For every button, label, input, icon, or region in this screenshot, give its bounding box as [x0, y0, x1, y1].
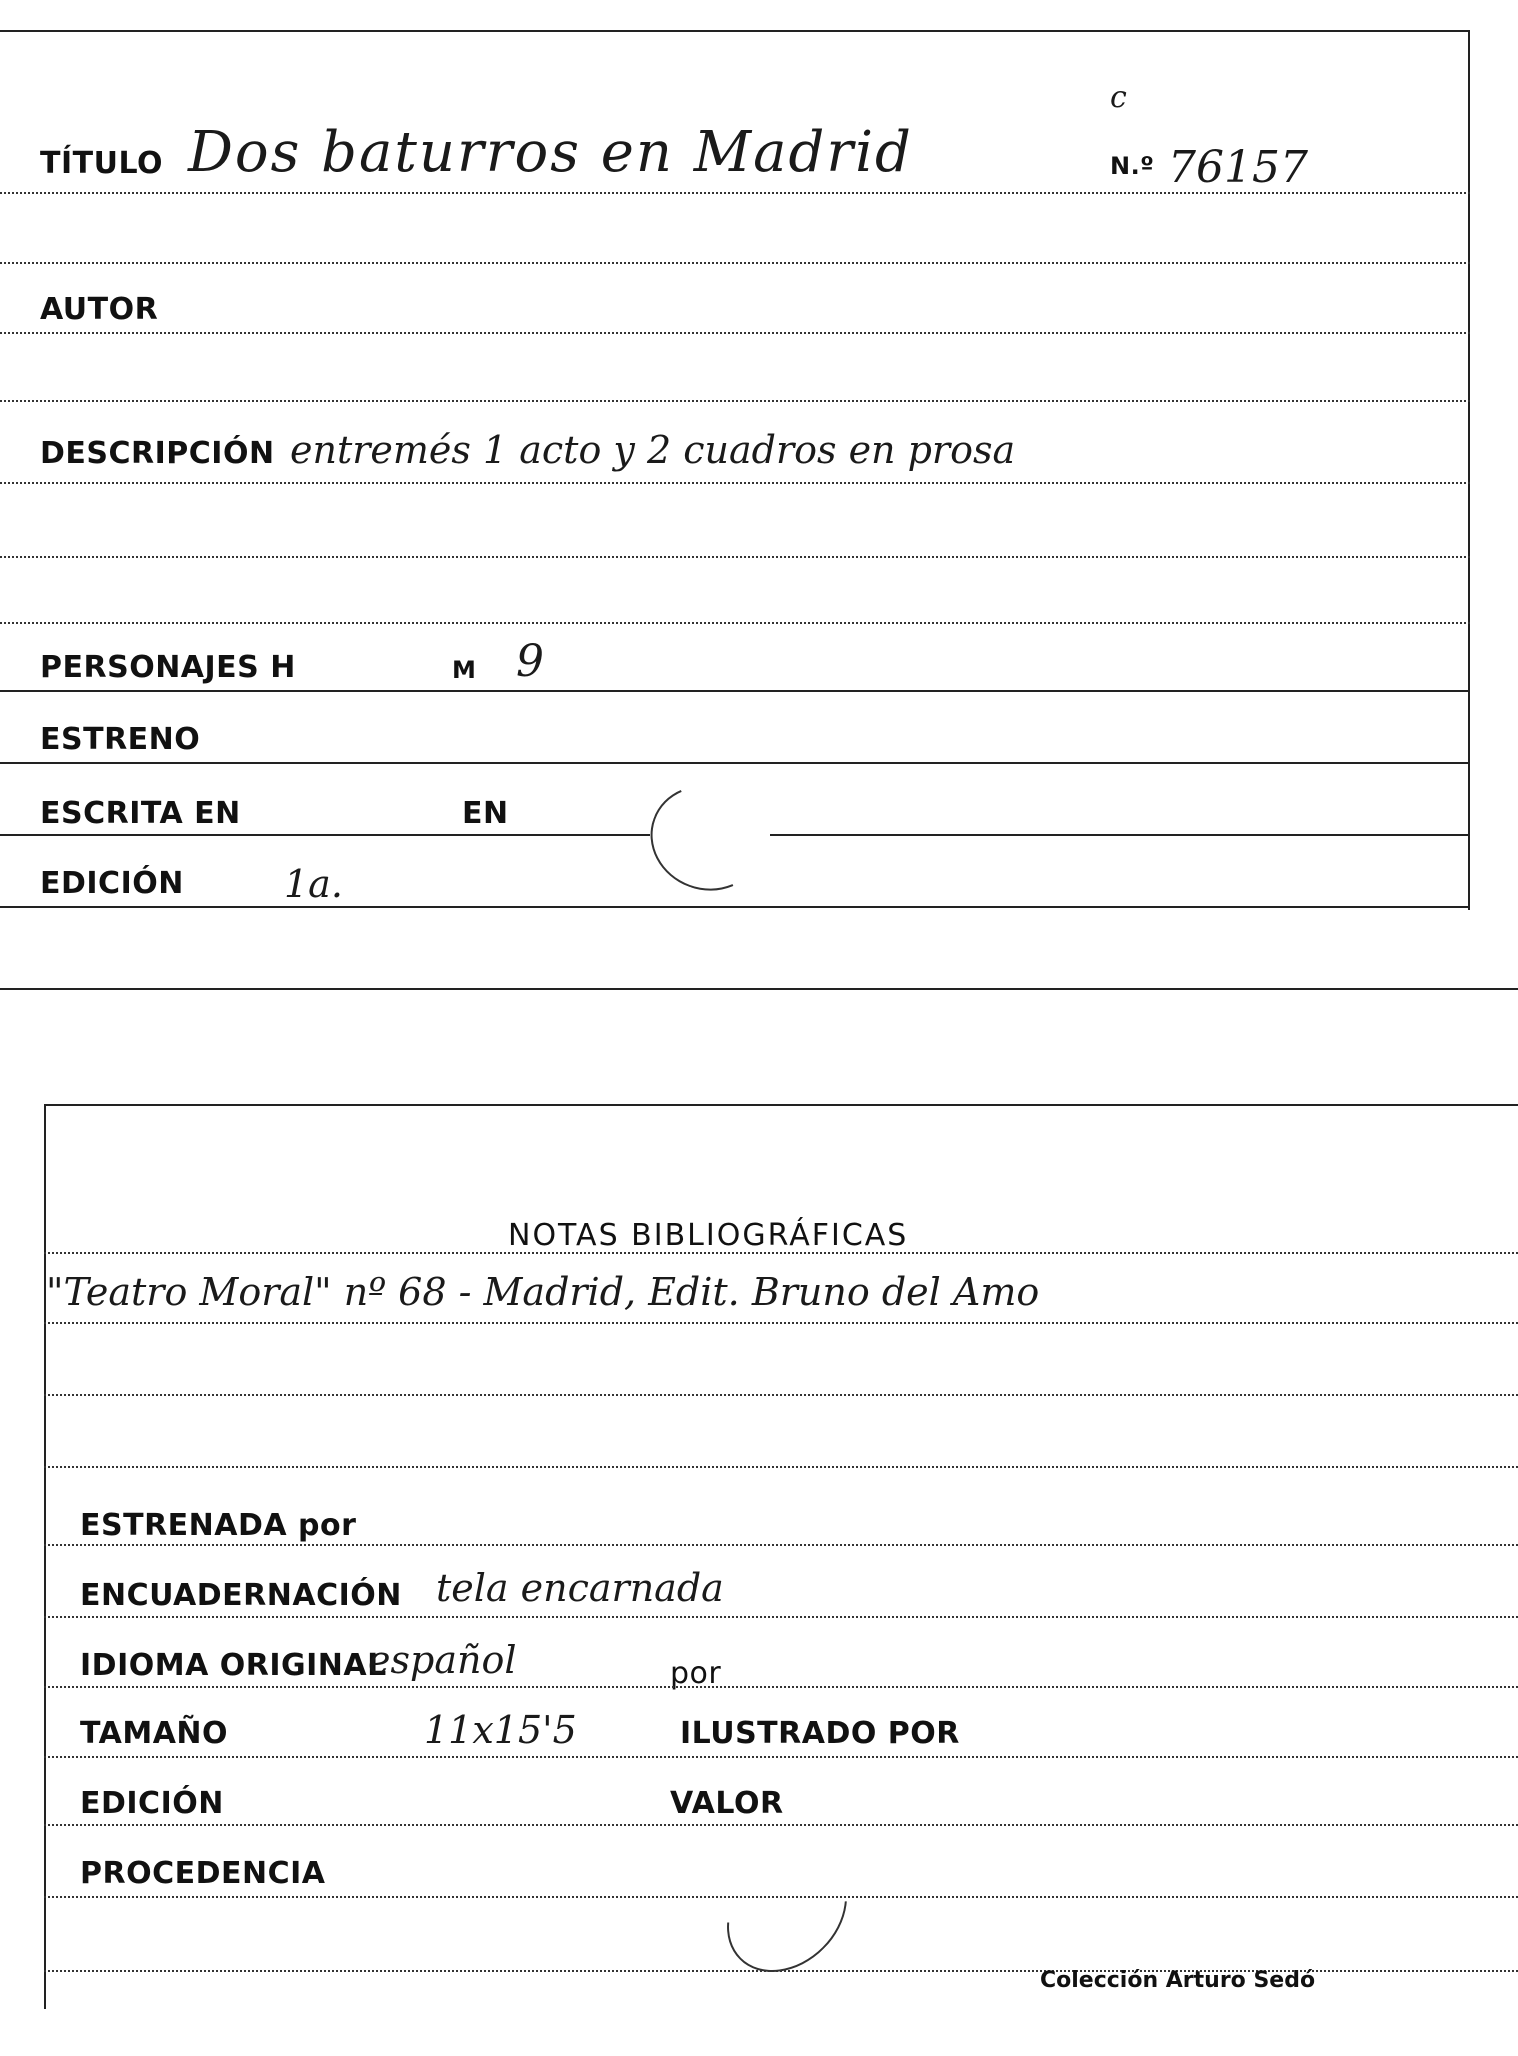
line — [770, 834, 1470, 836]
line — [0, 400, 1470, 402]
titulo-value: Dos baturros en Madrid — [188, 120, 913, 185]
line — [0, 556, 1470, 558]
line — [0, 834, 650, 836]
notas-title: NOTAS BIBLIOGRÁFICAS — [508, 1218, 909, 1253]
titulo-label: TÍTULO — [40, 146, 163, 181]
line — [0, 482, 1470, 484]
line — [0, 690, 1470, 692]
edicion-value: 1a. — [284, 862, 343, 906]
numero-label: N.º — [1110, 152, 1155, 180]
numero-mark: c — [1110, 80, 1127, 115]
personajes-m-value: 9 — [516, 636, 544, 687]
edicion-label-bottom: EDICIÓN — [80, 1786, 224, 1821]
line — [0, 622, 1470, 624]
autor-label: AUTOR — [40, 292, 159, 327]
line — [44, 1322, 1518, 1324]
line — [44, 1756, 1518, 1758]
line — [0, 762, 1470, 764]
escrita-en-label: EN — [462, 796, 509, 831]
personajes-label: PERSONAJES H — [40, 650, 296, 685]
card-frame-top — [0, 30, 1470, 32]
valor-label: VALOR — [670, 1786, 784, 1821]
escrita-label: ESCRITA EN — [40, 796, 241, 831]
punch-hole — [636, 770, 779, 907]
line — [44, 1394, 1518, 1396]
tamano-label: TAMAÑO — [80, 1716, 229, 1751]
descripcion-label: DESCRIPCIÓN — [40, 436, 275, 471]
tamano-value: 11x15'5 — [424, 1708, 577, 1752]
line — [44, 1252, 1518, 1254]
card-frame-left — [44, 1104, 46, 2009]
line — [0, 192, 1470, 194]
line — [44, 1686, 1518, 1688]
line — [0, 262, 1470, 264]
collection-footer: Colección Arturo Sedó — [1040, 1968, 1316, 1993]
idioma-por-label: por — [670, 1656, 722, 1691]
line — [44, 1824, 1518, 1826]
ilustrado-label: ILUSTRADO POR — [680, 1716, 960, 1751]
line — [44, 1466, 1518, 1468]
idioma-label: IDIOMA ORIGINAL — [80, 1648, 387, 1683]
descripcion-value: entremés 1 acto y 2 cuadros en prosa — [290, 428, 1016, 472]
bottom-catalog-card — [0, 1070, 1518, 2056]
line — [0, 906, 1470, 908]
estrenada-label: ESTRENADA por — [80, 1508, 357, 1543]
line — [0, 332, 1470, 334]
estreno-label: ESTRENO — [40, 722, 201, 757]
notas-text: "Teatro Moral" nº 68 - Madrid, Edit. Bruno del Amo — [46, 1270, 1040, 1314]
line — [44, 1616, 1518, 1618]
personajes-m-label: M — [452, 656, 477, 684]
encuadernacion-value: tela encarnada — [436, 1566, 724, 1610]
idioma-value: español — [368, 1638, 517, 1682]
encuadernacion-label: ENCUADERNACIÓN — [80, 1578, 402, 1613]
card-separator — [0, 988, 1518, 990]
numero-value: 76157 — [1168, 142, 1308, 193]
line — [44, 1544, 1518, 1546]
top-catalog-card — [0, 0, 1518, 990]
procedencia-label: PROCEDENCIA — [80, 1856, 326, 1891]
edicion-label: EDICIÓN — [40, 866, 184, 901]
card-frame-right — [1468, 30, 1470, 910]
card-frame-top — [44, 1104, 1518, 1106]
